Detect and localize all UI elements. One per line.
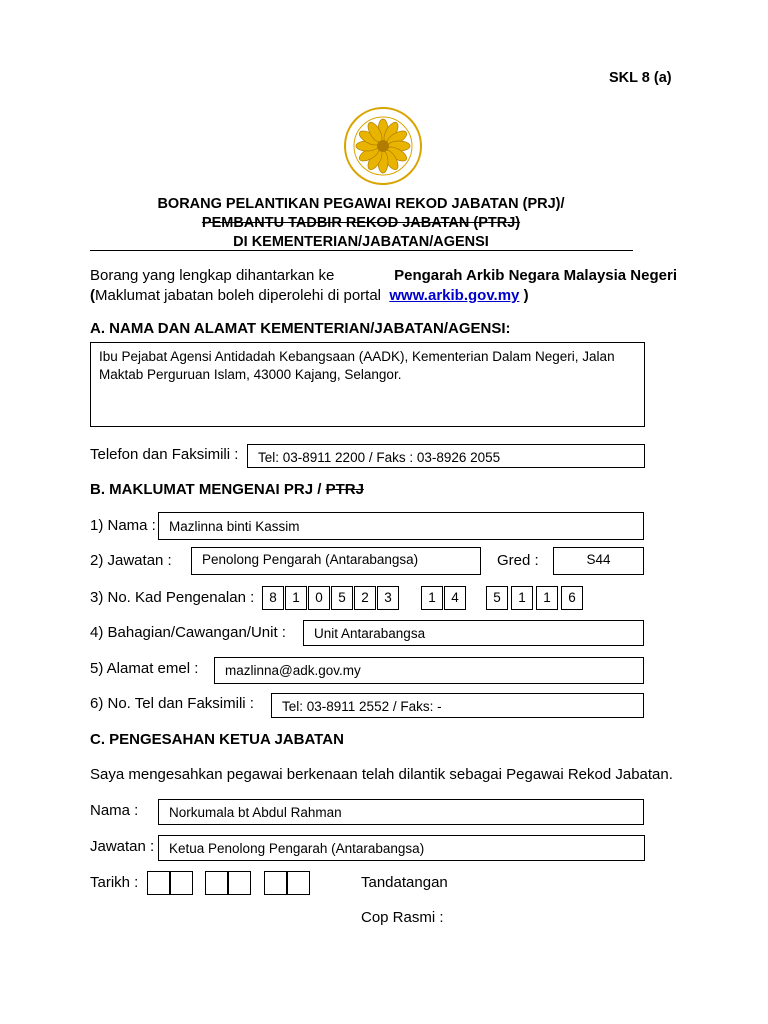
- ic-digit-10[interactable]: 1: [511, 586, 533, 610]
- head-position-field[interactable]: Ketua Penolong Pengarah (Antarabangsa): [158, 835, 645, 861]
- portal-link[interactable]: www.arkib.gov.my: [389, 287, 520, 304]
- official-stamp-label: Cop Rasmi :: [361, 909, 444, 926]
- ic-digit-2[interactable]: 1: [285, 586, 307, 610]
- agency-phone-fax-field[interactable]: Tel: 03-8911 2200 / Faks : 03-8926 2055: [247, 444, 645, 468]
- arkib-negara-seal-icon: [343, 106, 423, 186]
- officer-tel-label: 6) No. Tel dan Faksimili :: [90, 695, 254, 712]
- head-name-label: Nama :: [90, 802, 139, 819]
- date-day-digit-2[interactable]: [170, 871, 193, 895]
- ic-digit-8[interactable]: 4: [444, 586, 466, 610]
- ic-digit-9[interactable]: 5: [486, 586, 508, 610]
- ic-digit-4[interactable]: 5: [331, 586, 353, 610]
- date-year-digit-1[interactable]: [264, 871, 287, 895]
- signature-label: Tandatangan: [361, 874, 448, 891]
- officer-position-label: 2) Jawatan :: [90, 552, 172, 569]
- ic-digit-1[interactable]: 8: [262, 586, 284, 610]
- document-code: SKL 8 (a): [609, 70, 672, 86]
- intro-text-b: Maklumat jabatan boleh diperolehi di portal: [95, 287, 382, 304]
- section-b-title: [90, 481, 364, 498]
- form-title-line-3: DI KEMENTERIAN/JABATAN/AGENSI: [233, 234, 489, 250]
- ic-digit-11[interactable]: 1: [536, 586, 558, 610]
- email-label: 5) Alamat emel :: [90, 660, 199, 677]
- date-month-digit-1[interactable]: [205, 871, 228, 895]
- certification-statement: Saya mengesahkan pegawai berkenaan telah dilantik sebagai Pegawai Rekod Jabatan.: [90, 766, 673, 783]
- head-position-label: Jawatan :: [90, 838, 155, 855]
- date-label: Tarikh :: [90, 874, 139, 891]
- title-underline: [90, 250, 633, 251]
- intro-line-2: [90, 286, 677, 306]
- unit-label: 4) Bahagian/Cawangan/Unit :: [90, 624, 286, 641]
- officer-tel-field[interactable]: Tel: 03-8911 2552 / Faks: -: [271, 693, 644, 718]
- agency-address-field[interactable]: Ibu Pejabat Agensi Antidadah Kebangsaan (AADK), Kementerian Dalam Negeri, Jalan Maktab Perguruan Islam, 43000 Kajang, Selangor.: [90, 342, 645, 427]
- date-year-digit-2[interactable]: [287, 871, 310, 895]
- section-b-title-ptrj: PTRJ: [325, 481, 364, 498]
- ic-digit-7[interactable]: 1: [421, 586, 443, 610]
- date-month-digit-2[interactable]: [228, 871, 251, 895]
- form-title: [90, 195, 632, 252]
- section-b-title-text: B. MAKLUMAT MENGENAI PRJ /: [90, 481, 322, 498]
- phone-fax-label: Telefon dan Faksimili :: [90, 446, 239, 463]
- intro-paren-open: (: [90, 287, 95, 304]
- intro-text-a: Borang yang lengkap dihantarkan ke: [90, 267, 335, 284]
- ic-digit-6[interactable]: 3: [377, 586, 399, 610]
- officer-name-field[interactable]: Mazlinna binti Kassim: [158, 512, 644, 540]
- ic-number-label: 3) No. Kad Pengenalan :: [90, 589, 255, 606]
- head-name-field[interactable]: Norkumala bt Abdul Rahman: [158, 799, 644, 825]
- intro-line-1: [90, 266, 677, 286]
- ic-digit-3[interactable]: 0: [308, 586, 330, 610]
- email-field[interactable]: mazlinna@adk.gov.my: [214, 657, 644, 684]
- intro-recipient: Pengarah Arkib Negara Malaysia Negeri: [394, 267, 677, 284]
- officer-name-label: 1) Nama :: [90, 517, 156, 534]
- ic-digit-12[interactable]: 6: [561, 586, 583, 610]
- intro-paren-close: ): [523, 287, 529, 304]
- grade-field[interactable]: S44: [553, 547, 644, 575]
- section-a-title: A. NAMA DAN ALAMAT KEMENTERIAN/JABATAN/AGENSI:: [90, 320, 511, 337]
- form-title-line-2: PEMBANTU TADBIR REKOD JABATAN (PTRJ): [201, 215, 521, 231]
- grade-label: Gred :: [497, 552, 539, 569]
- section-c-title: C. PENGESAHAN KETUA JABATAN: [90, 731, 344, 748]
- form-title-line-1: BORANG PELANTIKAN PEGAWAI REKOD JABATAN (PRJ)/: [157, 196, 565, 212]
- unit-field[interactable]: Unit Antarabangsa: [303, 620, 644, 646]
- ic-digit-5[interactable]: 2: [354, 586, 376, 610]
- date-day-digit-1[interactable]: [147, 871, 170, 895]
- intro-paragraph: [90, 266, 677, 306]
- officer-position-field[interactable]: Penolong Pengarah (Antarabangsa): [191, 547, 481, 575]
